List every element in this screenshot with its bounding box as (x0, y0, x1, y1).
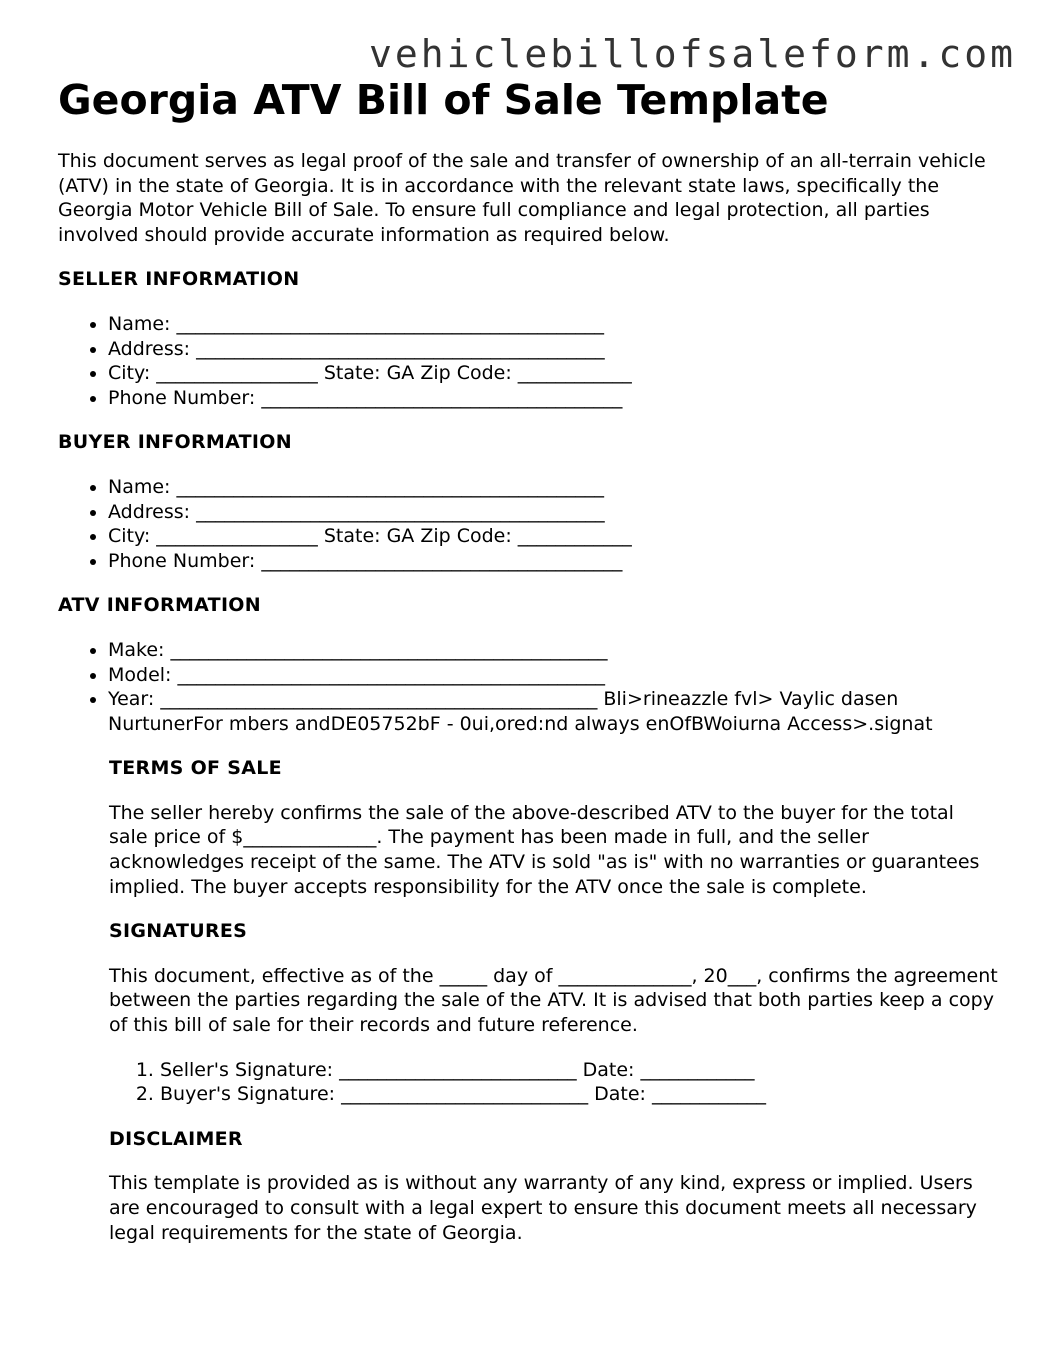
seller-city-field: • City: _________________ State: GA Zip Code: ____________ (108, 361, 998, 386)
nested-sections (109, 756, 998, 1245)
seller-name-field: • Name: _____________________________________________ (108, 312, 998, 337)
atv-fields (58, 638, 998, 736)
buyer-fields (58, 475, 998, 573)
buyer-name-field: • Name: _____________________________________________ (108, 475, 998, 500)
signatures-heading: SIGNATURES (109, 920, 248, 943)
seller-heading: SELLER INFORMATION (58, 268, 300, 291)
seller-fields (58, 312, 998, 410)
page-title: Georgia ATV Bill of Sale Template (58, 76, 829, 124)
signature-lines (109, 1058, 998, 1107)
terms-paragraph: The seller hereby confirms the sale of the above-described ATV to the buyer for the total sale price of $______________. The payment has been made in full, and the seller acknowledges receipt of the same. The ATV is sold "as is" with no warranties or guarantees implied. The buyer accepts responsibility for the ATV once the sale is complete. (109, 801, 980, 898)
terms-heading: TERMS OF SALE (109, 757, 282, 780)
buyer-phone-field: • Phone Number: ______________________________________ (108, 549, 998, 574)
buyer-heading: BUYER INFORMATION (58, 431, 292, 454)
atv-year-field: • Year: ______________________________________________ Bli>rineazzle fvl> Vaylic dasen NurtunerFor mbers andDE05752bF - 0ui,ored:nd always enOfBWoiurna Access>.signat (108, 687, 998, 736)
document-body (58, 75, 998, 1245)
site-watermark: vehiclebillofsaleform.com (369, 32, 1016, 76)
seller-address-field: • Address: ___________________________________________ (108, 337, 998, 362)
atv-heading: ATV INFORMATION (58, 594, 261, 617)
disclaimer-paragraph: This template is provided as is without any warranty of any kind, express or implied. Users are encouraged to consult with a legal expert to ensure this document meets all necessary legal requirements for the state of Georgia. (109, 1172, 977, 1244)
seller-phone-field: • Phone Number: ______________________________________ (108, 386, 998, 411)
disclaimer-heading: DISCLAIMER (109, 1127, 243, 1150)
intro-paragraph: This document serves as legal proof of the sale and transfer of ownership of an all-terrain vehicle (ATV) in the state of Georgia. It is in accordance with the relevant state laws, specifically the Georgia Motor Vehicle Bill of Sale. To ensure full compliance and legal protection, all parties involved should provide accurate information as required below. (58, 150, 986, 246)
seller-signature-line: 1. Seller's Signature: _________________________ Date: ____________ (160, 1058, 998, 1083)
buyer-address-field: • Address: ___________________________________________ (108, 500, 998, 525)
atv-make-field: • Make: ______________________________________________ (108, 638, 998, 663)
buyer-signature-line: 2. Buyer's Signature: __________________________ Date: ____________ (160, 1082, 998, 1107)
signatures-paragraph: This document, effective as of the _____ day of ______________, 20___, confirms the agreement between the parties regarding the sale of the ATV. It is advised that both parties keep a copy of this bill of sale for their records and future reference. (109, 964, 998, 1037)
atv-model-field: • Model: _____________________________________________ (108, 663, 998, 688)
buyer-city-field: • City: _________________ State: GA Zip Code: ____________ (108, 524, 998, 549)
